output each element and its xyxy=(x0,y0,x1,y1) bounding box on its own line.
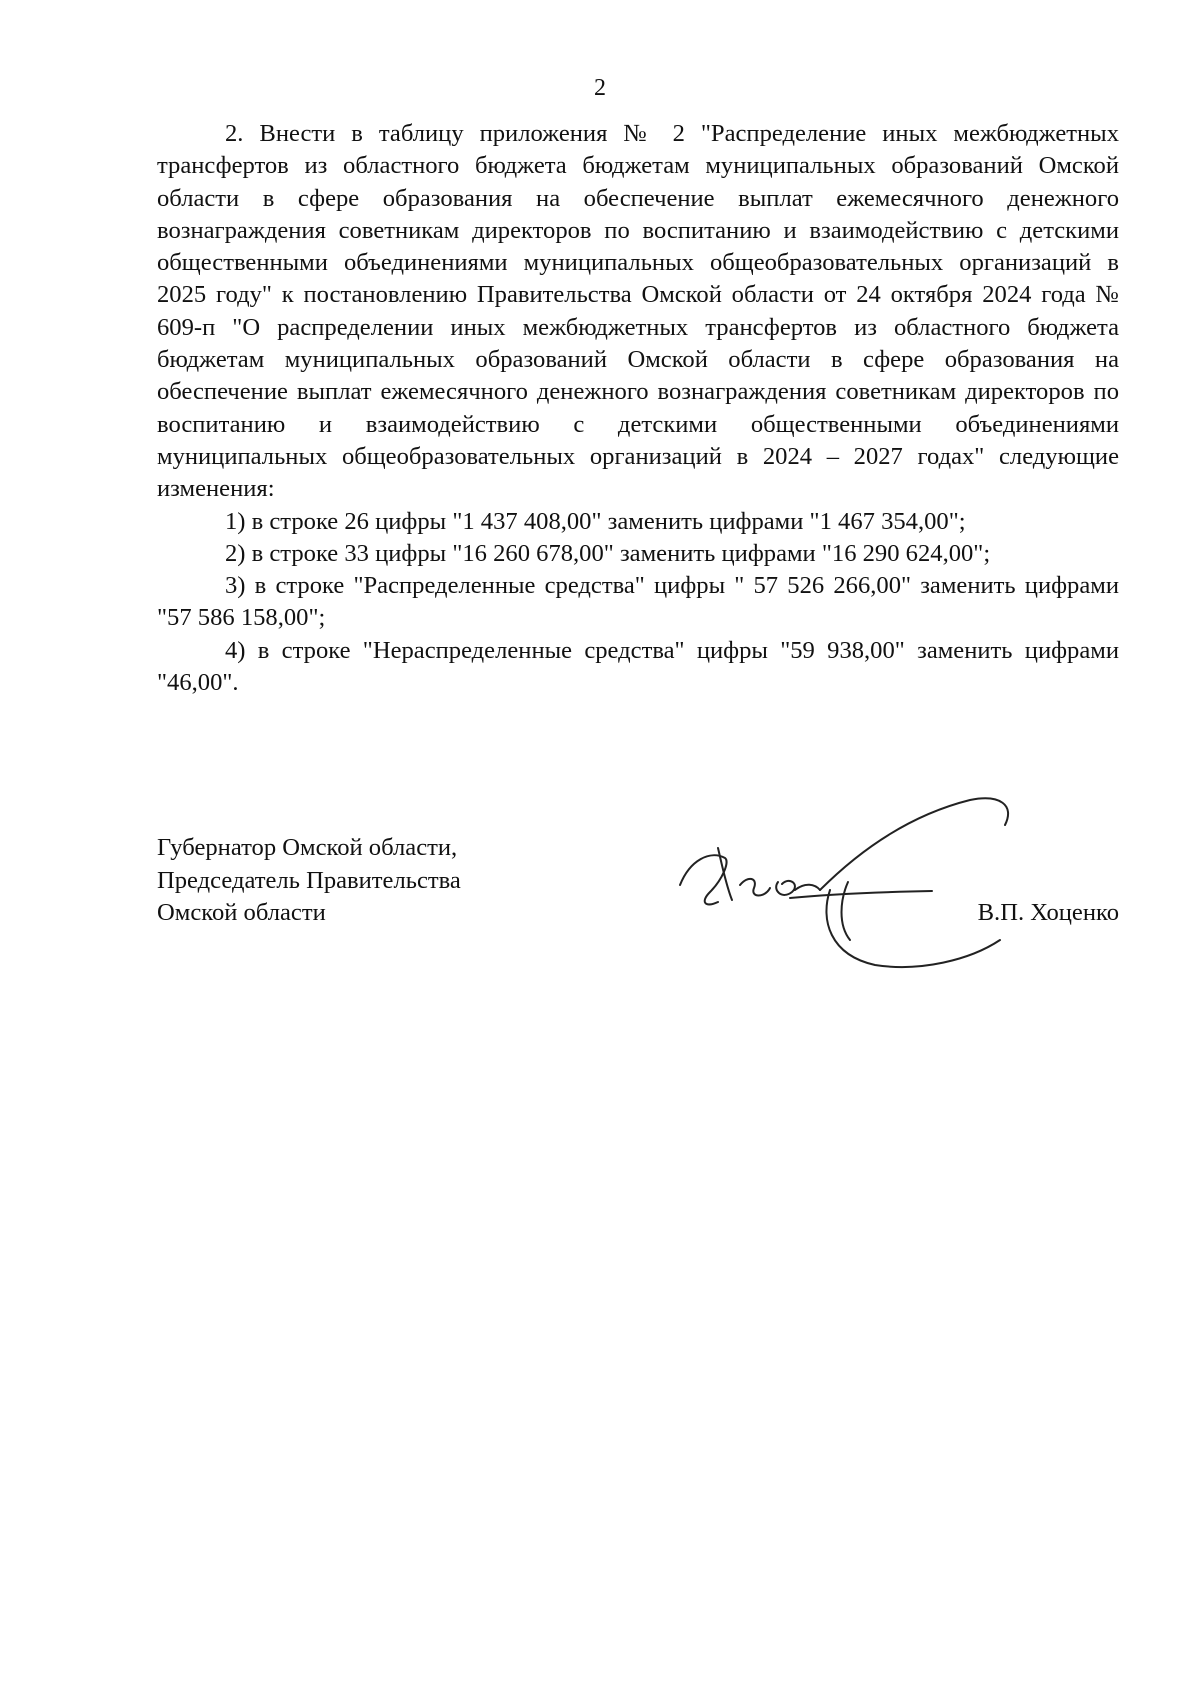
change-item-1: 1) в строке 26 цифры "1 437 408,00" заменить цифрами "1 467 354,00"; xyxy=(225,507,966,535)
document-body xyxy=(157,118,1119,699)
signatory-name: В.П. Хоценко xyxy=(977,899,1119,926)
handwritten-signature xyxy=(670,790,1030,975)
page-number: 2 xyxy=(594,75,606,101)
change-item-3: 3) в строке "Распределенные средства" цифры " 57 526 266,00" заменить цифрами "57 586 158,00"; xyxy=(157,572,1119,632)
change-item-2: 2) в строке 33 цифры "16 260 678,00" заменить цифрами "16 290 624,00"; xyxy=(225,539,991,567)
signatory-position-line-1: Губернатор Омской области, xyxy=(157,834,458,861)
signatory-position-line-3: Омской области xyxy=(157,899,326,926)
change-item-4: 4) в строке "Нераспределенные средства" цифры "59 938,00" заменить цифрами "46,00". xyxy=(157,636,1119,697)
intro-paragraph: 2. Внести в таблицу приложения № 2 "Распределение иных межбюджетных трансфертов из областного бюджета бюджетам муниципальных образований Омской области в сфере образования на обеспечение выплат ежемесячного денежного вознаграждения советникам директоров по воспитанию и взаимодействию с детскими общественными объединениями муниципальных общеобразовательных организаций в 2025 году" к постановлению Правительства Омской области от 24 октября 2024 года № 609-п "О распределении иных межбюджетных трансфертов из областного бюджета бюджетам муниципальных образований Омской области в сфере образования на обеспечение выплат ежемесячного денежного вознаграждения советникам директоров по воспитанию и взаимодействию с детскими общественными объединениями муниципальных общеобразовательных организаций в 2024 – 2027 годах" следующие изменения: xyxy=(157,120,1119,503)
signatory-position-line-2: Председатель Правительства xyxy=(157,866,461,894)
